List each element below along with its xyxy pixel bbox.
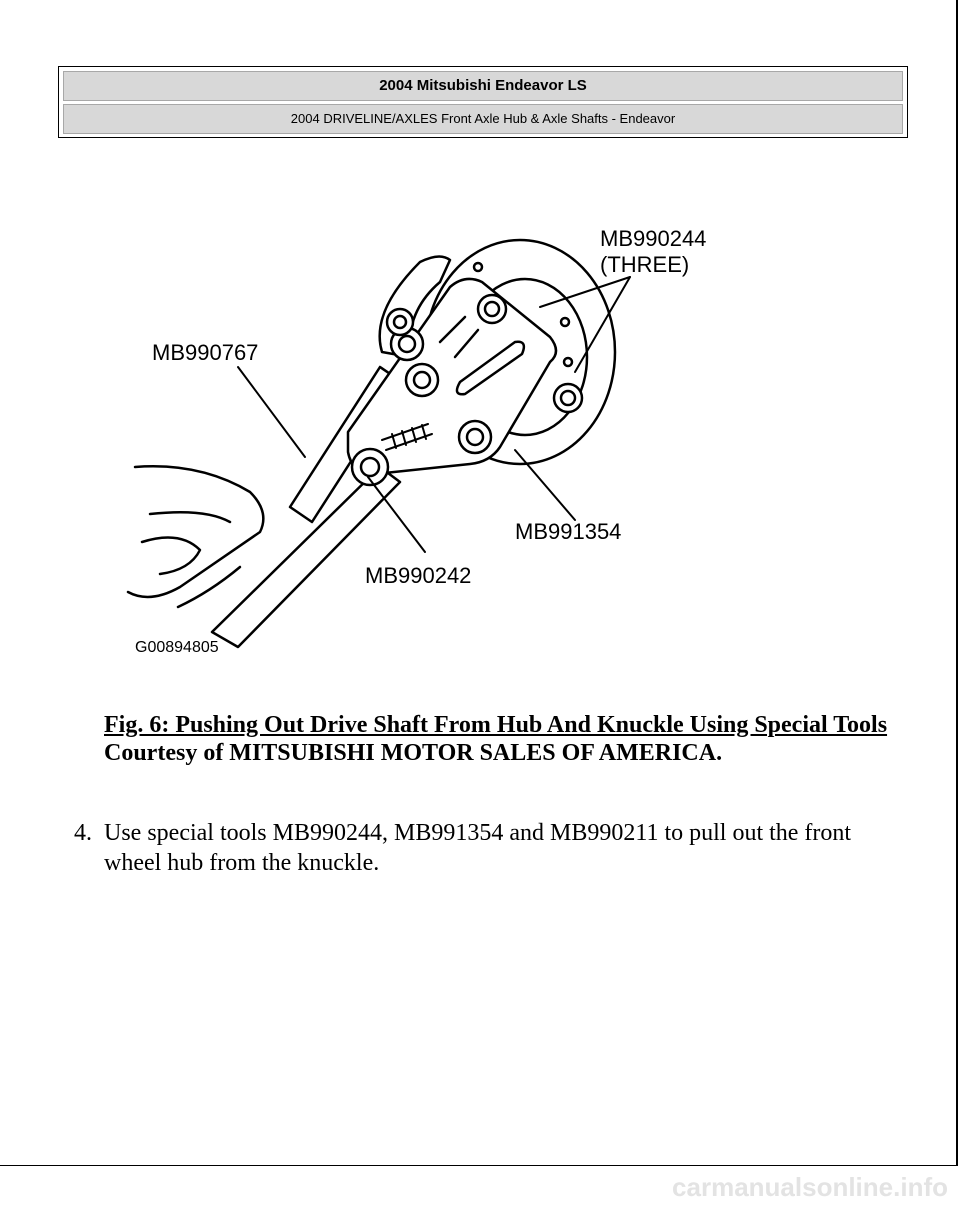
step-text: Use special tools MB990244, MB991354 and MB990211 to pull out the front wheel hub from the knuckle.: [104, 820, 852, 876]
site-watermark: carmanualsonline.info: [672, 1172, 948, 1202]
callout-mb991354: MB991354: [515, 519, 622, 544]
callout-three: (THREE): [600, 252, 690, 277]
figure-id: G00894805: [135, 639, 219, 656]
step-number: 4.: [74, 820, 92, 846]
callout-mb990242: MB990242: [365, 563, 472, 588]
figure-courtesy: Courtesy of MITSUBISHI MOTOR SALES OF AMERICA.: [104, 740, 723, 766]
callout-mb990767: MB990767: [152, 340, 259, 365]
document-header: [58, 66, 908, 138]
figure-title-link[interactable]: Fig. 6: Pushing Out Drive Shaft From Hub And Knuckle Using Special Tools: [104, 712, 888, 738]
vehicle-title: 2004 Mitsubishi Endeavor LS: [63, 71, 903, 101]
illustration-drawing: [120, 212, 760, 662]
figure-caption: [104, 712, 894, 766]
tool-illustration: [120, 212, 760, 662]
callout-mb990244: MB990244: [600, 226, 707, 251]
section-title: 2004 DRIVELINE/AXLES Front Axle Hub & Axle Shafts - Endeavor: [63, 104, 903, 134]
procedure-step: [74, 818, 894, 878]
hand-outline: [128, 466, 263, 597]
